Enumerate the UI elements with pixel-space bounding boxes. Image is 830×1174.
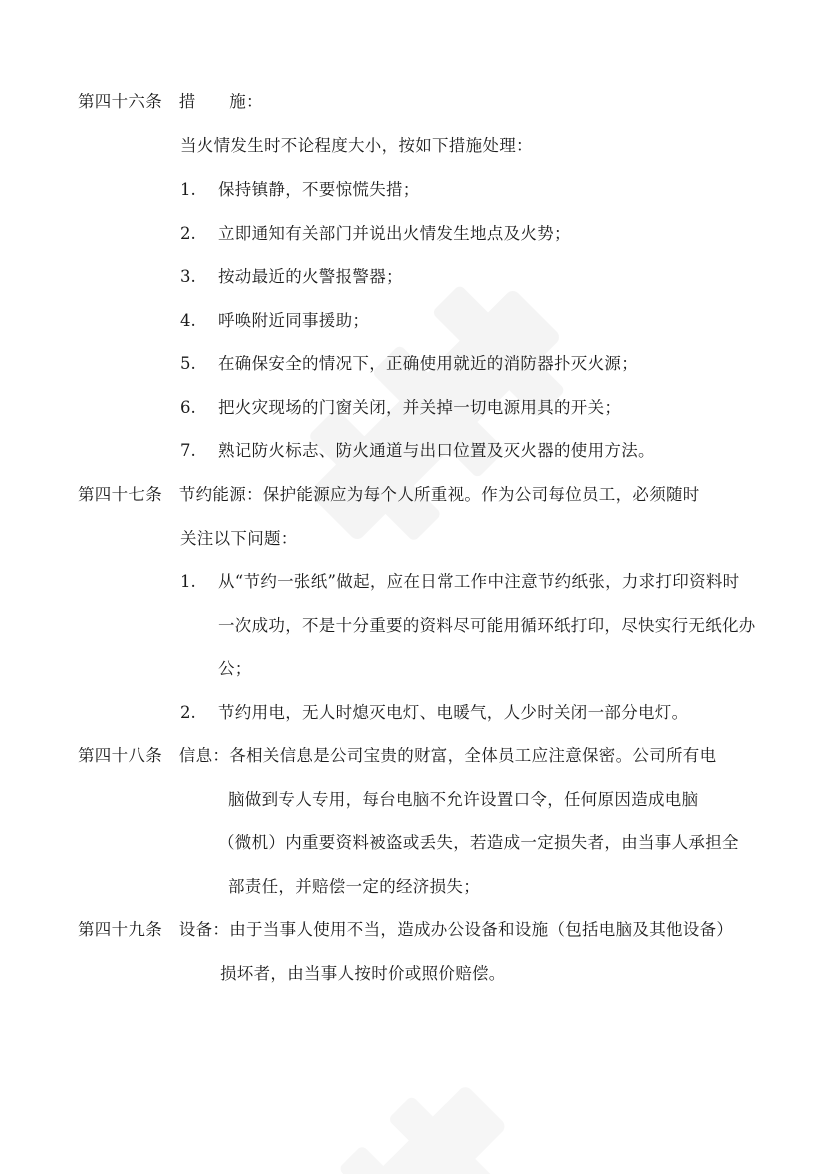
article-49-line: 损坏者，由当事人按时价或照价赔偿。 (220, 964, 506, 983)
list-item-number: 6. (180, 398, 196, 417)
list-item-line: 从“节约一张纸”做起，应在日常工作中注意节约纸张，力求打印资料时 (218, 572, 740, 591)
list-item: 按动最近的火警报警器； (218, 267, 403, 286)
list-item: 呼唤附近同事援助； (218, 311, 370, 330)
article-46-intro: 当火情发生时不论程度大小，按如下措施处理： (180, 136, 533, 155)
list-item-line: 节约用电，无人时熄灭电灯、电暖气，人少时关闭一部分电灯。 (218, 703, 689, 722)
list-item-number: 7. (180, 441, 196, 460)
list-item: 熟记防火标志、防火通道与出口位置及灭火器的使用方法。 (218, 441, 655, 460)
article-46-heading: 第四十六条 措 施： (78, 92, 263, 111)
list-item-number: 4. (180, 311, 196, 330)
list-item: 把火灾现场的门窗关闭，并关掉一切电源用具的开关； (218, 398, 622, 417)
watermark-bottom-icon (320, 1080, 540, 1174)
article-48-line: 脑做到专人专用，每台电脑不允许设置口令，任何原因造成电脑 (228, 790, 699, 809)
article-47-continuation: 关注以下问题： (180, 529, 298, 548)
article-47-heading: 第四十七条 节约能源：保护能源应为每个人所重视。作为公司每位员工，必须随时 (78, 485, 700, 504)
list-item: 保持镇静，不要惊慌失措； (218, 180, 420, 199)
list-item-number: 3. (180, 267, 196, 286)
list-item-number: 1. (180, 572, 196, 591)
list-item-number: 2. (180, 703, 196, 722)
list-item: 立即通知有关部门并说出火情发生地点及火势； (218, 224, 571, 243)
list-item-line: 一次成功，不是十分重要的资料尽可能用循环纸打印，尽快实行无纸化办 (218, 616, 756, 635)
article-48-heading: 第四十八条 信息：各相关信息是公司宝贵的财富，全体员工应注意保密。公司所有电 (78, 746, 717, 765)
list-item-number: 1. (180, 180, 196, 199)
list-item-number: 5. (180, 354, 196, 373)
list-item: 在确保安全的情况下，正确使用就近的消防器扑灭火源； (218, 354, 638, 373)
list-item-number: 2. (180, 224, 196, 243)
article-48-line: 部责任，并赔偿一定的经济损失； (228, 877, 480, 896)
article-49-heading: 第四十九条 设备：由于当事人使用不当，造成办公设备和设施（包括电脑及其他设备） (78, 920, 734, 939)
list-item-line: 公； (218, 659, 252, 678)
article-48-line: （微机）内重要资料被盗或丢失，若造成一定损失者，由当事人承担全 (218, 833, 739, 852)
